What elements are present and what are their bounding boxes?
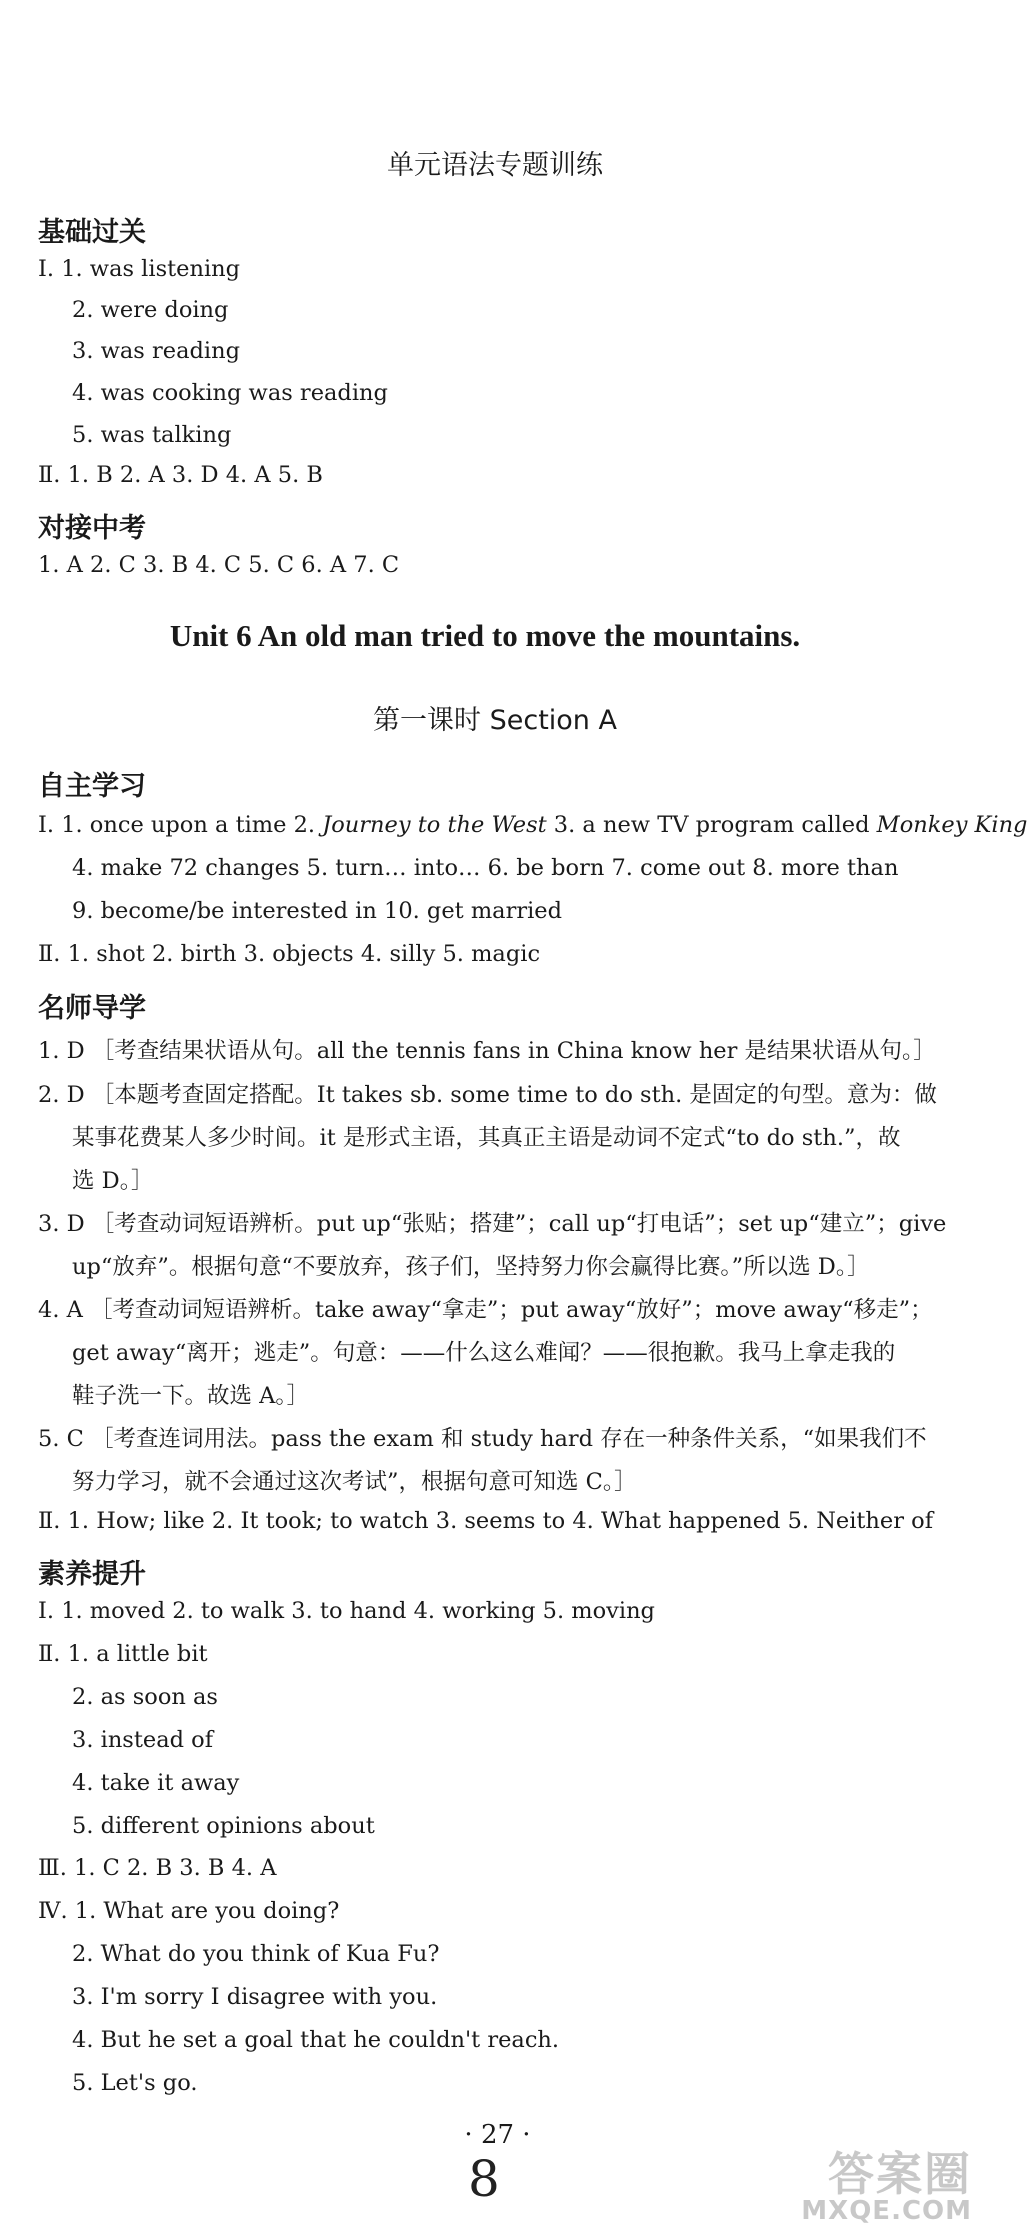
answer-line: 3. D ［考查动词短语辨析。put up“张贴；搭建”；call up“打电话”；set up“建立”；give (38, 1211, 947, 1237)
answer-line: 某事花费某人多少时间。it 是形式主语，其真正主语是动词不定式“to do sth.”，故 (72, 1125, 901, 1151)
section-heading-teacher: 名师导学 (38, 993, 146, 1024)
answer-line: 3. I'm sorry I disagree with you. (72, 1984, 438, 2010)
answer-line: 5. was talking (72, 422, 232, 448)
answer-line: 2. What do you think of Kua Fu? (72, 1941, 440, 1967)
section-heading-improve: 素养提升 (38, 1559, 146, 1590)
answer-line: 4. was cooking was reading (72, 380, 388, 406)
answer-line: Ⅱ. 1. a little bit (38, 1641, 208, 1667)
answer-line: 努力学习，就不会通过这次考试”，根据句意可知选 C。］ (72, 1469, 637, 1495)
answer-line: 9. become/be interested in 10. get married (72, 898, 563, 924)
answer-text: 3. a new TV program called (546, 812, 877, 838)
answer-line: 4. make 72 changes 5. turn… into… 6. be born 7. come out 8. more than (72, 855, 899, 881)
answer-line: Ⅱ. 1. How; like 2. It took; to watch 3. seems to 4. What happened 5. Neither of (38, 1508, 934, 1534)
answer-text-italic: Monkey King (876, 812, 1027, 838)
page-number: · 27 · (464, 2120, 531, 2150)
unit-title: Unit 6 An old man tried to move the mountains. (169, 618, 801, 653)
answer-line: Ⅰ. 1. moved 2. to walk 3. to hand 4. working 5. moving (38, 1598, 655, 1624)
answer-line: get away“离开；逃走”。句意：——什么这么难闻？——很抱歉。我马上拿走我的 (72, 1340, 896, 1366)
answer-line: 3. instead of (72, 1727, 214, 1753)
answer-line: Ⅱ. 1. shot 2. birth 3. objects 4. silly 5. magic (38, 941, 541, 967)
watermark-logo: 答案圈 (828, 2147, 972, 2201)
answer-line: 2. D ［本题考查固定搭配。It takes sb. some time to do sth. 是固定的句型。意为：做 (38, 1082, 937, 1108)
answer-text-italic: Journey to the West (322, 812, 547, 838)
answer-line: 1. A 2. C 3. B 4. C 5. C 6. A 7. C (38, 552, 400, 578)
answer-line: Ⅳ. 1. What are you doing? (38, 1898, 340, 1924)
section-heading-exam: 对接中考 (38, 513, 146, 544)
answer-line: 5. Let's go. (72, 2070, 198, 2096)
answer-line: 选 D。］ (72, 1168, 154, 1194)
answer-line: 3. was reading (72, 338, 240, 364)
answer-line: 4. But he set a goal that he couldn't reach. (72, 2027, 560, 2053)
answer-line: Ⅱ. 1. B 2. A 3. D 4. A 5. B (38, 462, 323, 488)
answer-line: 5. C ［考查连词用法。pass the exam 和 study hard 存在一种条件关系，“如果我们不 (38, 1426, 927, 1452)
watermark-url: MXQE.COM (801, 2196, 972, 2226)
answer-line: 2. as soon as (72, 1684, 218, 1710)
handwritten-mark: 8 (468, 2150, 500, 2208)
answer-line: 4. A ［考查动词短语辨析。take away“拿走”；put away“放好”；move away“移走”； (38, 1297, 933, 1323)
answer-line: 鞋子洗一下。故选 A。］ (72, 1383, 310, 1409)
answer-line: Ⅰ. 1. was listening (38, 256, 241, 282)
section-heading-self-study: 自主学习 (38, 771, 146, 802)
section-heading-basics: 基础过关 (38, 217, 146, 248)
answer-line (38, 812, 1027, 838)
answer-line: 5. different opinions about (72, 1813, 375, 1839)
grammar-title: 单元语法专题训练 (387, 150, 603, 181)
answer-line: 2. were doing (72, 297, 229, 323)
answer-line: Ⅲ. 1. C 2. B 3. B 4. A (38, 1855, 277, 1881)
lesson-title: 第一课时 Section A (373, 705, 617, 736)
answer-text: Ⅰ. 1. once upon a time 2. (38, 812, 323, 838)
answer-line: 4. take it away (72, 1770, 240, 1796)
answer-line: up“放弃”。根据句意“不要放弃，孩子们，坚持努力你会赢得比赛。”所以选 D。］ (72, 1254, 870, 1280)
answer-line: 1. D ［考查结果状语从句。all the tennis fans in China know her 是结果状语从句。］ (38, 1038, 936, 1064)
